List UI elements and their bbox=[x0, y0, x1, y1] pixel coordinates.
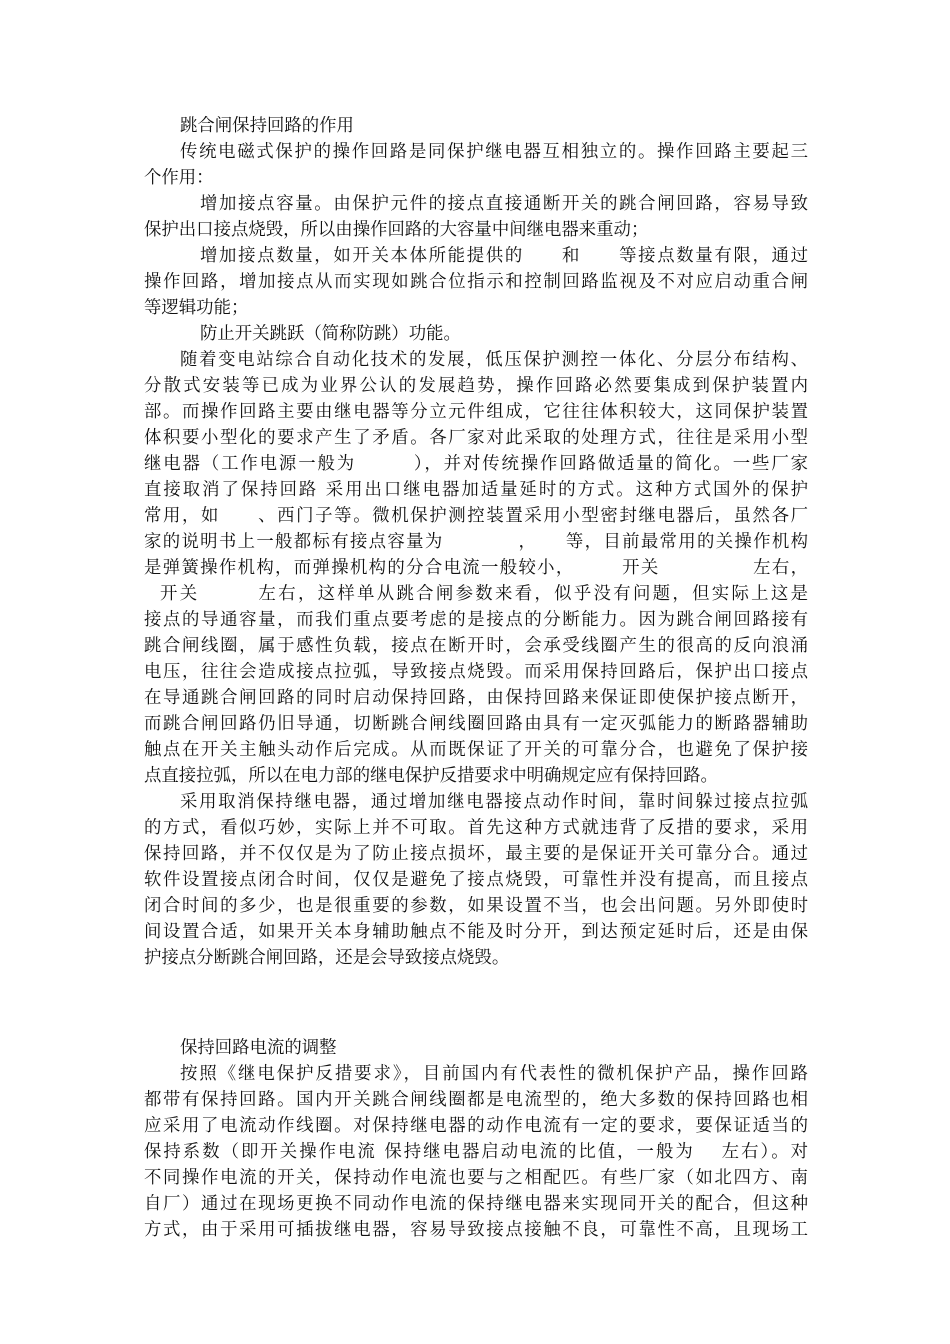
paragraph-line: 传统电磁式保护的操作回路是同保护继电器互相独立的。操作回路主要起三 bbox=[180, 142, 808, 162]
paragraph-line: 保持回路，并不仅仅是为了防止接点损坏，最主要的是保证开关可靠分合。通过 bbox=[144, 844, 808, 864]
paragraph-line: 等逻辑功能； bbox=[144, 298, 249, 318]
paragraph-line: 不同操作电流的开关，保持动作电流也要与之相配匹。有些厂家（如北四方、南 bbox=[144, 1168, 808, 1188]
paragraph-line: 按照《继电保护反措要求》，目前国内有代表性的微机保护产品，操作回路 bbox=[180, 1064, 808, 1084]
paragraph-line: 部。而操作回路主要由继电器等分立元件组成，它往往体积较大，这同保护装置 bbox=[144, 402, 808, 422]
paragraph-line: 家的说明书上一般都标有接点容量为 ， 等，目前最常用的关操作机构 bbox=[144, 532, 808, 552]
paragraph-line: 是弹簧操作机构，而弹操机构的分合电流一般较小， 开关 左右， bbox=[144, 558, 808, 578]
paragraph-line: 电压，往往会造成接点拉弧，导致接点烧毁。而采用保持回路后，保护出口接点 bbox=[144, 662, 808, 682]
paragraph-line: 保护出口接点烧毁，所以由操作回路的大容量中间继电器来重动； bbox=[144, 220, 649, 240]
paragraph-line: 闭合时间的多少，也是很重要的参数，如果设置不当，也会出问题。另外即使时 bbox=[144, 896, 808, 916]
paragraph-line: 方式，由于采用可插拔继电器，容易导致接点接触不良，可靠性不高，且现场工 bbox=[144, 1220, 808, 1240]
paragraph-line: 在导通跳合闸回路的同时启动保持回路，由保持回路来保证即使保护接点断开， bbox=[144, 688, 808, 708]
paragraph-line: 而跳合闸回路仍旧导通，切断跳合闸线圈回路由具有一定灭弧能力的断路器辅助 bbox=[144, 714, 808, 734]
paragraph-line: 个作用： bbox=[144, 168, 214, 188]
paragraph-line: 常用，如 、西门子等。微机保护测控装置采用小型密封继电器后，虽然各厂 bbox=[144, 506, 808, 526]
paragraph-line: 自厂）通过在现场更换不同动作电流的保持继电器来实现同开关的配合，但这种 bbox=[144, 1194, 808, 1214]
paragraph-line: 增加接点数量，如开关本体所能提供的 和 等接点数量有限，通过 bbox=[200, 246, 808, 266]
paragraph-line: 都带有保持回路。国内开关跳合闸线圈都是电流型的，绝大多数的保持回路也相 bbox=[144, 1090, 808, 1110]
paragraph-line: 跳合闸线圈，属于感性负载，接点在断开时，会承受线圈产生的很高的反向浪涌 bbox=[144, 636, 808, 656]
paragraph-line: 点直接拉弧，所以在电力部的继电保护反措要求中明确规定应有保持回路。 bbox=[144, 766, 718, 786]
paragraph-line: 软件设置接点闭合时间，仅仅是避免了接点烧毁，可靠性并没有提高，而且接点 bbox=[144, 870, 808, 890]
paragraph-line: 防止开关跳跃（简称防跳）功能。 bbox=[200, 324, 461, 344]
paragraph-line: 继电器（工作电源一般为 ），并对传统操作回路做适量的简化。一些厂家 bbox=[144, 454, 808, 474]
paragraph-line: 直接取消了保持回路 采用出口继电器加适量延时的方式。这种方式国外的保护 bbox=[144, 480, 808, 500]
paragraph-line: 保持系数（即开关操作电流 保持继电器启动电流的比值，一般为 左右）。对 bbox=[144, 1142, 808, 1162]
paragraph-line: 分散式安装等已成为业界公认的发展趋势，操作回路必然要集成到保护装置内 bbox=[144, 376, 808, 396]
paragraph-line: 的方式，看似巧妙，实际上并不可取。首先这种方式就违背了反措的要求，采用 bbox=[144, 818, 808, 838]
paragraph-line: 触点在开关主触头动作后完成。从而既保证了开关的可靠分合，也避免了保护接 bbox=[144, 740, 808, 760]
paragraph-line: 开关 左右，这样单从跳合闸参数来看，似乎没有问题，但实际上这是 bbox=[160, 584, 808, 604]
paragraph-line: 采用取消保持继电器，通过增加继电器接点动作时间，靠时间躲过接点拉弧 bbox=[180, 792, 808, 812]
paragraph-line: 间设置合适，如果开关本身辅助触点不能及时分开，到达预定延时后，还是由保 bbox=[144, 922, 808, 942]
paragraph-line: 随着变电站综合自动化技术的发展，低压保护测控一体化、分层分布结构、 bbox=[180, 350, 808, 370]
paragraph-line: 护接点分断跳合闸回路，还是会导致接点烧毁。 bbox=[144, 948, 510, 968]
paragraph-line: 接点的导通容量，而我们重点要考虑的是接点的分断能力。因为跳合闸回路接有 bbox=[144, 610, 808, 630]
section-heading: 保持回路电流的调整 bbox=[180, 1038, 337, 1058]
paragraph-line: 应采用了电流动作线圈。对保持继电器的动作电流有一定的要求，要保证适当的 bbox=[144, 1116, 808, 1136]
paragraph-line: 增加接点容量。由保护元件的接点直接通断开关的跳合闸回路，容易导致 bbox=[200, 194, 808, 214]
paragraph-line: 操作回路，增加接点从而实现如跳合位指示和控制回路监视及不对应启动重合闸 bbox=[144, 272, 808, 292]
paragraph-line: 体积要小型化的要求产生了矛盾。各厂家对此采取的处理方式，往往是采用小型 bbox=[144, 428, 808, 448]
section-heading: 跳合闸保持回路的作用 bbox=[180, 116, 354, 136]
